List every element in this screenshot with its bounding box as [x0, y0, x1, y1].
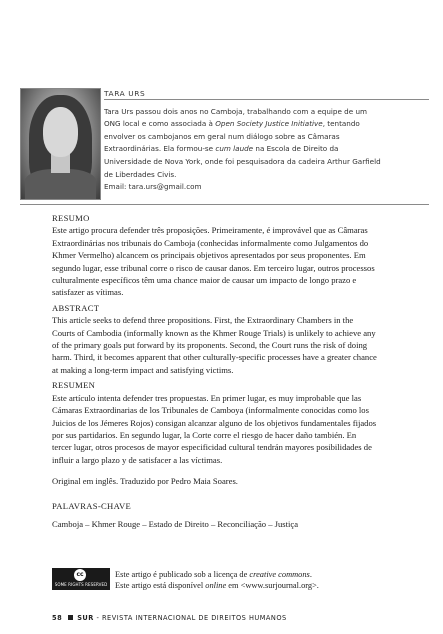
bio-line: Extraordinárias. Ela formou-se cum laude na Escola de Direito da: [104, 144, 339, 154]
bio-divider: [104, 99, 429, 100]
license-line-2: Este artigo está disponível online em <www.surjournal.org>.: [115, 581, 319, 591]
page-footer: [52, 614, 287, 622]
heading-keywords: PALAVRAS-CHAVE: [52, 500, 132, 511]
author-photo: [20, 88, 101, 200]
bio-line: ONG local e como associada à Open Society Justice Initiative, tentando: [104, 119, 360, 129]
resumo-text: Este artigo procura defender três proposições. Primeiramente, é improvável que as Câmaras Extraordinárias nos tribunais do Camboja (conhecidas informalmente como Julgamentos do Khmer Vermelho) alcancem os principais objetivos apresentados por seus proponentes. Em segundo lugar, esse tribunal corre o risco de causar danos. Em terceiro lugar, outros processos culturalmente específicos têm uma chance maior de causar um impacto de longo prazo e satisfazer as vítimas.: [52, 225, 375, 298]
section-divider: [20, 204, 429, 205]
journal-brand: SUR: [77, 614, 94, 622]
keywords-text: Camboja – Khmer Rouge – Estado de Direito – Reconciliação – Justiça: [52, 518, 299, 529]
bio-line: Universidade de Nova York, onde foi pesquisadora da cadeira Arthur Garfield: [104, 156, 381, 166]
heading-resumo: RESUMO: [52, 213, 90, 223]
bio-line: Tara Urs passou dois anos no Camboja, trabalhando com a equipe de um: [104, 106, 368, 116]
author-email[interactable]: Email: tara.urs@gmail.com: [104, 182, 202, 192]
translation-note: Original em inglês. Traduzido por Pedro Maia Soares.: [52, 476, 238, 487]
page-number: 58: [52, 614, 63, 622]
cc-logo-icon: cc: [74, 569, 86, 581]
bio-line: de Liberdades Civis.: [104, 169, 177, 179]
abstract-text: This article seeks to defend three propositions. First, the Extraordinary Chambers in the Courts of Cambodia (informally known as the Khmer Rouge Trials) is unlikely to achieve any of the primary goals put forward by its proponents. Second, the Court runs the risk of doing harm. Third, it becomes apparent that other culturally-specific processes have a greater chance at making a long-term impact and satisfying victims.: [52, 315, 377, 375]
heading-abstract: ABSTRACT: [52, 302, 100, 313]
abstracts: [52, 212, 412, 530]
license-line-1: Este artigo é publicado sob a licença de creative commons.: [115, 570, 312, 579]
heading-resumen: RESUMEN: [52, 380, 96, 391]
creative-commons-badge[interactable]: [52, 568, 110, 590]
resumen-text: Este artículo intenta defender tres propuestas. En primer lugar, es muy improbable que las Cámaras Extraordinarias de los Tribunales de Camboya (informalmente conocidas como los Juicios de los Jémeres Rojos) consigan alcanzar alguno de los objetivos fundamentales fijados por sus partidarios. En segundo lugar, la Corte corre el riesgo de hacer daño también. En tercer lugar, otros procesos de mayor especificidad cultural tendrán mayores posibilidades de influir a largo plazo y de satisfacer a las víctimas.: [52, 392, 377, 465]
bio-line: envolver os cambojanos em geral num diálogo sobre as Câmaras: [104, 131, 340, 141]
author-bio: [104, 88, 429, 194]
some-rights-reserved-label: SOME RIGHTS RESERVED: [54, 582, 108, 587]
square-bullet-icon: [68, 615, 73, 620]
journal-name: - REVISTA INTERNACIONAL DE DIREITOS HUMANOS: [93, 614, 287, 622]
license-text: [115, 569, 415, 592]
author-name: TARA URS: [104, 89, 146, 98]
